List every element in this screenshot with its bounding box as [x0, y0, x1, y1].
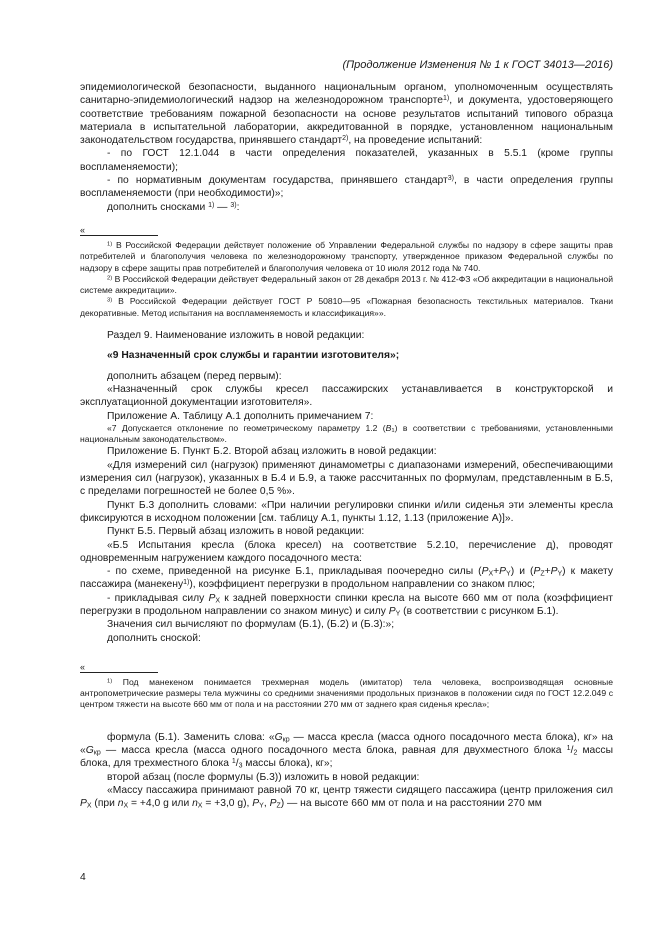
paragraph: формула (Б.1). Заменить слова: «$G_{кр}$ — масса кресла (масса одного посадочного места блока), кг» на «$G_{кр}$ — масса кресла (масса одного посадочного места блока, равная для двухместного блока $^1/_2$ массы блока, для трехместного блока $^1/_3$ массы блока), кг»;: [80, 731, 613, 770]
instruction: Пункт Б.5. Первый абзац изложить в новой редакции:: [107, 526, 365, 538]
paragraph: «Б.5 Испытания кресла (блока кресел) на соответствие 5.2.10, перечисление д), проводят одновременным нагружением каждого посадочного места:: [80, 539, 613, 564]
instruction: дополнить абзацем (перед первым):: [107, 370, 282, 382]
footnote: $^{1)}$ Под манекеном понимается трехмерная модель (имитатор) тела человека, воспроизводящая основные антропометрические размеры тела мужчины со средними значениями продольных признаков в положении сидя по ГОСТ 12.2.049 с центром тяжести на высоте 660 мм от пола и на расстоянии 270 мм от заднего края сиденья кресла»;: [80, 676, 613, 710]
paragraph: «Назначенный срок службы кресел пассажирских устанавливается в конструкторской и эксплуатационной документации изготовителя».: [80, 383, 613, 409]
footnote: $^{1)}$ В Российской Федерации действует положение об Управлении Федеральной службы по надзору в сфере защиты прав потребителей и благополучия человека по железнодорожному транспорту, утвержденное приказом Федеральной службы по надзору в сфере защиты прав потребителей и благополучия человека от 10 июля 2012 года № 740.: [80, 239, 613, 273]
instruction: Приложение Б. Пункт Б.2. Второй абзац изложить в новой редакции:: [107, 446, 437, 458]
instruction: дополнить сносками $^{1)}$ — $^{3)}$:: [107, 201, 240, 213]
footnote-separator: «: [80, 661, 86, 672]
list-item: - прикладывая силу $P_X$ к задней поверхности спинки кресла на высоте 660 мм от пола (коэффициент перегрузки в продольном направлении со знаком минус) и силу $P_Y$ (в соответствии с рисунком Б.1).: [80, 592, 613, 618]
footnote: $^{3)}$ В Российской Федерации действует ГОСТ Р 50810—95 «Пожарная безопасность текстильных материалов. Ткани декоративные. Метод испытания на воспламеняемость и классификация»».: [80, 296, 613, 318]
running-header: (Продолжение Изменения № 1 к ГОСТ 34013—2016): [342, 59, 613, 71]
footnote-rule: [80, 672, 158, 673]
paragraph: «Массу пассажира принимают равной 70 кг, центр тяжести сидящего пассажира (центр приложения сил $P_X$ (при $n_X = +4,0$ g или $n_X = +3,0$ g), $P_Y$, $P_Z$) — на высоте 660 мм от пола и на расстоянии 270 мм: [80, 784, 613, 810]
page-number: 4: [80, 872, 86, 883]
paragraph: Значения сил вычисляют по формулам (Б.1), (Б.2) и (Б.3):»;: [107, 619, 395, 631]
paragraph-intro: эпидемиологической безопасности, выданного национальным органом, уполномоченным осуществлять санитарно-эпидемиологический надзор на железнодорожном транспорте$^{1)}$, и документа, удостоверяющего соответствие требованиям пожарной безопасности на основе результатов испытаний типового образца материала в испытательной лаборатории, аккредитованной в порядке, установленном национальным законодательством государства, принявшего стандарт$^{2)}$, на проведение испытаний:: [80, 82, 614, 147]
footnote: $^{2)}$ В Российской Федерации действует Федеральный закон от 28 декабря 2013 г. № 412-ФЗ «Об аккредитации в национальной системе аккредитации».: [80, 273, 613, 296]
footnote-ref: 2): [342, 135, 349, 143]
instruction: дополнить сноской:: [107, 632, 201, 644]
footnote-separator: «: [80, 224, 86, 235]
list-item: - по схеме, приведенной на рисунке Б.1, прикладывая поочередно силы $(P_X+P_Y)$ и $(P_Z+P_Y)$ к макету пассажира (манекену$^{1)}$), коэффициент перегрузки в продольном направлении со знаком плюс;: [80, 566, 614, 591]
footnote-rule: [80, 235, 158, 236]
footnote-ref: 3): [447, 174, 454, 182]
footnote-ref: 1): [442, 95, 450, 103]
section-title: «9 Назначенный срок службы и гарантии изготовителя»;: [107, 350, 400, 362]
list-item: - по ГОСТ 12.1.044 в части определения показателей, указанных в 5.5.1 (кроме группы воспламеняемости);: [80, 148, 613, 173]
note: «7 Допускается отклонение по геометрическому параметру 1.2 $(В_1)$ в соответствии с требованиями, установленными национальным законодательством».: [80, 422, 613, 445]
list-item: - по нормативным документам государства, принявшего стандарт$^{3)}$, в части определения группы воспламеняемости (при необходимости)»;: [80, 174, 613, 200]
paragraph: Пункт Б.3 дополнить словами: «При наличии регулировки спинки и/или сиденья эти элементы кресла фиксируются в исходном положении [см. таблицу А.1, пункты 1.12, 1.13 (приложение А)]».: [80, 499, 613, 524]
instruction: второй абзац (после формулы (Б.3)) изложить в новой редакции:: [107, 771, 420, 783]
paragraph: «Для измерений сил (нагрузок) применяют динамометры с диапазонами измерений, обеспечивающими измерения сил (нагрузок), указанных в Б.4 и Б.9, а также рассчитанных по формулам, представленным в Б.5, с пределами погрешностей не более 0,5 %».: [80, 459, 613, 498]
section-instruction: Раздел 9. Наименование изложить в новой редакции:: [107, 330, 365, 342]
instruction: Приложение А. Таблицу А.1 дополнить примечанием 7:: [107, 410, 374, 422]
